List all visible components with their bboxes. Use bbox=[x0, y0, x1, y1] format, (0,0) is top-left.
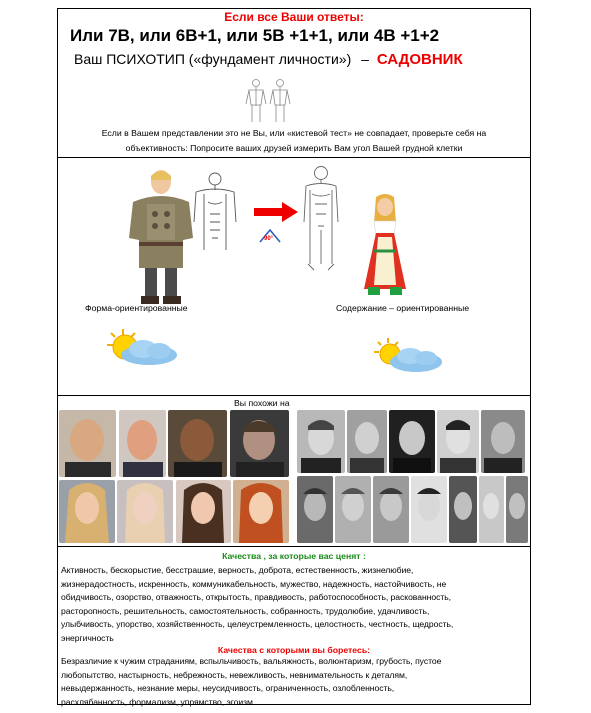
man-in-tunic-image bbox=[125, 168, 197, 306]
celebrity-photo bbox=[506, 476, 528, 543]
divider bbox=[57, 157, 531, 158]
celebrity-photo bbox=[347, 410, 387, 473]
content-oriented-label: Содержание – ориентированные bbox=[336, 303, 470, 313]
celebrity-photo bbox=[168, 410, 227, 477]
right-arrow-icon bbox=[254, 202, 298, 222]
struggle-qualities-list: Безразличие к чужим страданиям, вспыльчивость, вальяжность, волюнтаризм, грубость, пустое любопытство, настырность, небрежность, невежливость, невнимательность к деталям, невыдержанность, незнание меры, неусидчивость, ограниченность, озлобленность, расхлябанность, формализм, упрямство, эгоизм bbox=[61, 656, 442, 707]
form-oriented-label: Форма-ориентированные bbox=[85, 303, 188, 313]
struggle-qualities-title: Качества с которыми вы боретесь: bbox=[217, 645, 371, 655]
celebrity-photo bbox=[411, 476, 447, 543]
celebrity-photo bbox=[449, 476, 477, 543]
celebrity-photo bbox=[230, 410, 289, 477]
celebrity-photo bbox=[119, 410, 166, 477]
celebrity-photo bbox=[176, 480, 231, 543]
divider bbox=[57, 395, 531, 396]
celebrity-photo bbox=[297, 476, 333, 543]
celebrity-photo bbox=[335, 476, 371, 543]
psychotype-line bbox=[74, 51, 463, 68]
couple-sketch-image bbox=[243, 78, 295, 124]
celebrity-photo bbox=[373, 476, 409, 543]
angle-label: 90° bbox=[264, 236, 274, 242]
psychotype-name: САДОВНИК bbox=[376, 51, 463, 68]
advice-text: Если в Вашем представлении это не Вы, или «кистевой тест» не совпадает, проверьте себя на объективность: Попросите ваших друзей измерить Вам угол Вашей грудной клетки bbox=[101, 128, 487, 153]
celebrity-photo bbox=[117, 480, 173, 543]
celebrity-photo bbox=[437, 410, 479, 473]
celebrity-photo bbox=[481, 410, 525, 473]
valued-qualities-list: Активность, бескорыстие, бесстрашие, верность, доброта, естественность, жизнелюбие, жизнерадостность, искренность, коммуникабельность, мужество, надежность, настойчивость, не обидчивость, озорство, отважность, открытость, правдивость, работоспособность, раскованность, расторопность, решительность, самостоятельность, собранность, трудолюбие, удачливость, улыбчивость, упорство, хозяйственность, целеустремленность, целостность, честность, щедрость, энергичность bbox=[61, 565, 454, 643]
torso-sketch-image bbox=[192, 170, 238, 258]
valued-qualities-title: Качества , за которые вас ценят : bbox=[222, 551, 366, 561]
divider bbox=[57, 546, 531, 547]
celebrity-photo bbox=[389, 410, 435, 473]
celebrity-photo bbox=[59, 480, 115, 543]
lookalikes-title: Вы похожи на bbox=[234, 398, 290, 408]
celebrity-photo bbox=[233, 480, 289, 543]
celebrity-photo bbox=[297, 410, 345, 473]
sun-cloud-icon bbox=[372, 336, 444, 374]
psychotype-prefix: Ваш ПСИХОТИП («фундамент личности») bbox=[74, 51, 352, 67]
celebrity-photo bbox=[59, 410, 116, 477]
celebrity-photo bbox=[479, 476, 504, 543]
nude-figure-sketch-image bbox=[298, 164, 344, 272]
answers-formula: Или 7В, или 6В+1, или 5В +1+1, или 4В +1+2 bbox=[70, 26, 440, 45]
woman-in-sarafan-image bbox=[358, 193, 412, 299]
dash: – bbox=[361, 51, 369, 67]
intro-heading: Если все Ваши ответы: bbox=[224, 10, 364, 24]
sun-cloud-icon bbox=[103, 327, 179, 367]
